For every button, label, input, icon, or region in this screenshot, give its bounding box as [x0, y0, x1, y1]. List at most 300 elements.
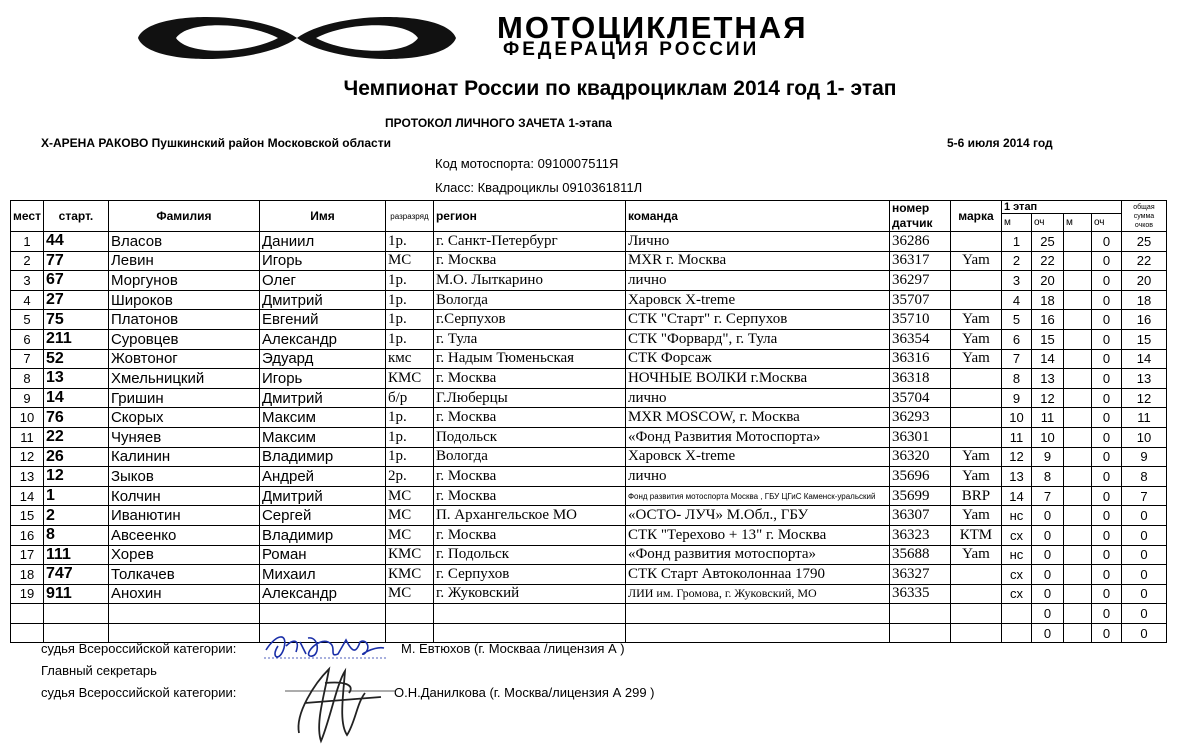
- row-stage-place: 11: [1001, 427, 1031, 447]
- row-stage-place-2: [1063, 506, 1091, 526]
- row-start-number: 76: [43, 408, 108, 428]
- row-brand: BRP: [950, 486, 1001, 506]
- row-sensor: 36297: [889, 271, 950, 291]
- row-stage-points-2: 0: [1091, 427, 1121, 447]
- row-region: Вологда: [433, 290, 625, 310]
- row-name: Игорь: [259, 251, 385, 271]
- table-row: [11, 251, 1167, 271]
- row-surname: Анохин: [108, 584, 259, 604]
- row-stage-place-2: [1063, 310, 1091, 330]
- row-total: 11: [1121, 408, 1166, 428]
- col-stage: 1 этап: [1001, 201, 1121, 214]
- row-stage-place: 12: [1001, 447, 1031, 467]
- table-row: [11, 349, 1167, 369]
- row-name: Даниил: [259, 232, 385, 252]
- row-team: лично: [625, 271, 889, 291]
- row-stage-points: 0: [1031, 584, 1063, 604]
- row-place: 7: [11, 349, 44, 369]
- row-stage-points: 13: [1031, 369, 1063, 389]
- row-sensor: 36320: [889, 447, 950, 467]
- judge1-label: судья Всероссийской категории:: [41, 641, 237, 656]
- row-surname: Иванютин: [108, 506, 259, 526]
- row-start-number: 1: [43, 486, 108, 506]
- table-row: [11, 369, 1167, 389]
- table-row: [11, 271, 1167, 291]
- row-region: г. Москва: [433, 525, 625, 545]
- row-team: [625, 604, 889, 624]
- results-table: [10, 200, 1167, 643]
- row-rank: КМС: [385, 369, 433, 389]
- row-region: г. Жуковский: [433, 584, 625, 604]
- row-brand: Yam: [950, 310, 1001, 330]
- row-place: 6: [11, 329, 44, 349]
- row-surname: Зыков: [108, 467, 259, 487]
- row-sensor: 35688: [889, 545, 950, 565]
- table-row: [11, 467, 1167, 487]
- row-stage-place: 1: [1001, 232, 1031, 252]
- row-start-number: 77: [43, 251, 108, 271]
- row-stage-place-2: [1063, 467, 1091, 487]
- row-start-number: 8: [43, 525, 108, 545]
- judge2-name: О.Н.Данилкова (г. Москва/лицензия А 299 ): [394, 685, 655, 700]
- row-name: Максим: [259, 427, 385, 447]
- row-stage-place-2: [1063, 525, 1091, 545]
- row-stage-place: нс: [1001, 545, 1031, 565]
- row-region: [433, 604, 625, 624]
- row-region: П. Архангельское МО: [433, 506, 625, 526]
- row-stage-points: 0: [1031, 525, 1063, 545]
- row-place: [11, 623, 44, 643]
- row-name: Олег: [259, 271, 385, 291]
- row-name: Владимир: [259, 447, 385, 467]
- col-name: Имя: [259, 201, 385, 232]
- row-place: 14: [11, 486, 44, 506]
- row-stage-points: 14: [1031, 349, 1063, 369]
- row-stage-points-2: 0: [1091, 232, 1121, 252]
- class-label: Класс: Квадроциклы 0910361811Л: [435, 180, 643, 195]
- row-stage-place-2: [1063, 408, 1091, 428]
- row-rank: МС: [385, 506, 433, 526]
- row-team: MXR MOSCOW, г. Москва: [625, 408, 889, 428]
- row-total: 0: [1121, 506, 1166, 526]
- table-row: [11, 427, 1167, 447]
- row-team: СТК Форсаж: [625, 349, 889, 369]
- row-rank: 2р.: [385, 467, 433, 487]
- row-brand: КТМ: [950, 525, 1001, 545]
- row-region: г. Санкт-Петербург: [433, 232, 625, 252]
- row-surname: Левин: [108, 251, 259, 271]
- row-team: ЛИИ им. Громова, г. Жуковский, МО: [625, 584, 889, 604]
- row-total: 0: [1121, 584, 1166, 604]
- col-total: [1121, 201, 1166, 232]
- row-name: Михаил: [259, 565, 385, 585]
- row-stage-place-2: [1063, 447, 1091, 467]
- row-stage-place-2: [1063, 349, 1091, 369]
- row-surname: Жовтоног: [108, 349, 259, 369]
- row-brand: [950, 604, 1001, 624]
- row-stage-place: 10: [1001, 408, 1031, 428]
- row-name: Роман: [259, 545, 385, 565]
- row-total: 10: [1121, 427, 1166, 447]
- row-rank: 1р.: [385, 310, 433, 330]
- row-stage-points-2: 0: [1091, 506, 1121, 526]
- row-brand: Yam: [950, 545, 1001, 565]
- row-name: Евгений: [259, 310, 385, 330]
- row-stage-points-2: 0: [1091, 584, 1121, 604]
- row-name: Сергей: [259, 506, 385, 526]
- row-team: MXR г. Москва: [625, 251, 889, 271]
- row-rank: [385, 604, 433, 624]
- row-total: 0: [1121, 525, 1166, 545]
- row-brand: Yam: [950, 447, 1001, 467]
- row-rank: 1р.: [385, 271, 433, 291]
- row-name: Дмитрий: [259, 388, 385, 408]
- row-stage-points-2: 0: [1091, 251, 1121, 271]
- col-sensor-top: номер: [891, 201, 930, 215]
- row-surname: [108, 604, 259, 624]
- row-stage-place-2: [1063, 290, 1091, 310]
- row-rank: МС: [385, 486, 433, 506]
- row-rank: 1р.: [385, 447, 433, 467]
- row-brand: [950, 623, 1001, 643]
- row-surname: Платонов: [108, 310, 259, 330]
- row-team: СТК "Форвард", г. Тула: [625, 329, 889, 349]
- row-stage-place: нс: [1001, 506, 1031, 526]
- row-brand: Yam: [950, 329, 1001, 349]
- row-brand: [950, 408, 1001, 428]
- row-place: 9: [11, 388, 44, 408]
- row-total: 7: [1121, 486, 1166, 506]
- row-stage-points: 0: [1031, 545, 1063, 565]
- col-m2: м: [1063, 214, 1091, 232]
- row-name: Александр: [259, 329, 385, 349]
- table-row: [11, 388, 1167, 408]
- row-rank: 1р.: [385, 329, 433, 349]
- row-place: [11, 604, 44, 624]
- judge2-label: судья Всероссийской категории:: [41, 685, 237, 700]
- row-region: Г.Люберцы: [433, 388, 625, 408]
- row-stage-points-2: 0: [1091, 369, 1121, 389]
- row-brand: [950, 290, 1001, 310]
- document-subtitle: ПРОТОКОЛ ЛИЧНОГО ЗАЧЕТА 1-этапа: [385, 116, 612, 130]
- col-sensor-bottom: датчик: [891, 216, 933, 230]
- row-brand: [950, 584, 1001, 604]
- row-team: «Фонд развития мотоспорта»: [625, 545, 889, 565]
- row-rank: МС: [385, 525, 433, 545]
- row-stage-points-2: 0: [1091, 271, 1121, 291]
- row-sensor: 36293: [889, 408, 950, 428]
- row-stage-place: 14: [1001, 486, 1031, 506]
- col-region: регион: [433, 201, 625, 232]
- row-stage-place-2: [1063, 623, 1091, 643]
- row-team: Харовск X-treme: [625, 447, 889, 467]
- row-surname: Хмельницкий: [108, 369, 259, 389]
- row-stage-points: 0: [1031, 604, 1063, 624]
- row-rank: 1р.: [385, 408, 433, 428]
- row-surname: Чуняев: [108, 427, 259, 447]
- row-name: Владимир: [259, 525, 385, 545]
- row-region: г. Москва: [433, 251, 625, 271]
- row-brand: [950, 232, 1001, 252]
- row-stage-points: 7: [1031, 486, 1063, 506]
- row-surname: Калинин: [108, 447, 259, 467]
- row-place: 3: [11, 271, 44, 291]
- row-stage-place: 5: [1001, 310, 1031, 330]
- row-team: «ОСТО- ЛУЧ» М.Обл., ГБУ: [625, 506, 889, 526]
- row-sensor: 36327: [889, 565, 950, 585]
- row-surname: Скорых: [108, 408, 259, 428]
- row-brand: Yam: [950, 467, 1001, 487]
- row-stage-place: [1001, 604, 1031, 624]
- col-team: команда: [625, 201, 889, 232]
- row-total: 0: [1121, 565, 1166, 585]
- row-sensor: 36301: [889, 427, 950, 447]
- row-stage-place-2: [1063, 271, 1091, 291]
- row-surname: Гришин: [108, 388, 259, 408]
- row-stage-place: 3: [1001, 271, 1031, 291]
- row-total: 22: [1121, 251, 1166, 271]
- table-row: [11, 525, 1167, 545]
- row-stage-points-2: 0: [1091, 388, 1121, 408]
- federation-name-line1: МОТОЦИКЛЕТНАЯ: [497, 10, 808, 45]
- row-start-number: 2: [43, 506, 108, 526]
- row-brand: [950, 565, 1001, 585]
- row-stage-points-2: 0: [1091, 349, 1121, 369]
- row-stage-place: 2: [1001, 251, 1031, 271]
- row-total: 0: [1121, 545, 1166, 565]
- row-stage-points-2: 0: [1091, 408, 1121, 428]
- row-stage-points: 8: [1031, 467, 1063, 487]
- row-stage-place: 13: [1001, 467, 1031, 487]
- row-sensor: 36316: [889, 349, 950, 369]
- row-team: лично: [625, 467, 889, 487]
- row-stage-points-2: 0: [1091, 329, 1121, 349]
- row-brand: [950, 369, 1001, 389]
- table-row: [11, 545, 1167, 565]
- row-stage-place-2: [1063, 388, 1091, 408]
- row-start-number: 75: [43, 310, 108, 330]
- col-total-label: общая сумма очков: [1133, 203, 1155, 229]
- row-place: 17: [11, 545, 44, 565]
- row-stage-place: [1001, 623, 1031, 643]
- row-start-number: 911: [43, 584, 108, 604]
- row-brand: Yam: [950, 506, 1001, 526]
- row-start-number: 13: [43, 369, 108, 389]
- row-region: г. Надым Тюменьская: [433, 349, 625, 369]
- row-place: 8: [11, 369, 44, 389]
- row-sensor: 35710: [889, 310, 950, 330]
- row-sensor: 36354: [889, 329, 950, 349]
- row-stage-place: 8: [1001, 369, 1031, 389]
- row-name: Игорь: [259, 369, 385, 389]
- row-rank: КМС: [385, 565, 433, 585]
- row-rank: 1р.: [385, 290, 433, 310]
- row-stage-points: 0: [1031, 506, 1063, 526]
- row-stage-place-2: [1063, 427, 1091, 447]
- row-region: г. Тула: [433, 329, 625, 349]
- table-row: [11, 604, 1167, 624]
- table-row: [11, 506, 1167, 526]
- row-place: 15: [11, 506, 44, 526]
- row-brand: [950, 388, 1001, 408]
- row-team: СТК "Терехово + 13" г. Москва: [625, 525, 889, 545]
- row-total: 14: [1121, 349, 1166, 369]
- row-total: 13: [1121, 369, 1166, 389]
- secretary-label: Главный секретарь: [41, 663, 157, 678]
- row-region: Подольск: [433, 427, 625, 447]
- row-start-number: 52: [43, 349, 108, 369]
- row-sensor: [889, 623, 950, 643]
- table-row: [11, 486, 1167, 506]
- federation-name-line2: ФЕДЕРАЦИЯ РОССИИ: [503, 39, 760, 60]
- row-stage-place-2: [1063, 369, 1091, 389]
- col-place: мест: [11, 201, 44, 232]
- row-stage-points: 9: [1031, 447, 1063, 467]
- table-row: [11, 584, 1167, 604]
- row-start-number: 27: [43, 290, 108, 310]
- row-total: 12: [1121, 388, 1166, 408]
- row-stage-points-2: 0: [1091, 545, 1121, 565]
- row-team: «Фонд Развития Мотоспорта»: [625, 427, 889, 447]
- row-team: НОЧНЫЕ ВОЛКИ г.Москва: [625, 369, 889, 389]
- judge1-name: М. Евтюхов (г. Москваа /лицензия А ): [401, 641, 625, 656]
- row-sensor: 36323: [889, 525, 950, 545]
- row-sensor: 35704: [889, 388, 950, 408]
- row-name: Дмитрий: [259, 486, 385, 506]
- row-total: 16: [1121, 310, 1166, 330]
- row-start-number: 111: [43, 545, 108, 565]
- row-team: СТК Старт Автоколоннаа 1790: [625, 565, 889, 585]
- row-name: Дмитрий: [259, 290, 385, 310]
- row-place: 5: [11, 310, 44, 330]
- row-stage-place: сх: [1001, 565, 1031, 585]
- federation-logo: [128, 8, 466, 68]
- row-rank: б/р: [385, 388, 433, 408]
- row-sensor: [889, 604, 950, 624]
- row-start-number: 22: [43, 427, 108, 447]
- row-rank: кмс: [385, 349, 433, 369]
- row-rank: МС: [385, 584, 433, 604]
- row-region: г. Москва: [433, 486, 625, 506]
- row-sensor: 36318: [889, 369, 950, 389]
- row-sensor: 36335: [889, 584, 950, 604]
- row-sensor: 35696: [889, 467, 950, 487]
- row-brand: [950, 427, 1001, 447]
- row-brand: [950, 271, 1001, 291]
- row-team: лично: [625, 388, 889, 408]
- row-total: 25: [1121, 232, 1166, 252]
- row-stage-place-2: [1063, 604, 1091, 624]
- row-place: 13: [11, 467, 44, 487]
- row-stage-place-2: [1063, 251, 1091, 271]
- row-start-number: 44: [43, 232, 108, 252]
- row-stage-place: 7: [1001, 349, 1031, 369]
- row-region: г. Серпухов: [433, 565, 625, 585]
- row-stage-points: 11: [1031, 408, 1063, 428]
- row-total: 0: [1121, 623, 1166, 643]
- row-place: 18: [11, 565, 44, 585]
- signature-2: [285, 663, 395, 745]
- row-surname: Авсеенко: [108, 525, 259, 545]
- row-sensor: 36286: [889, 232, 950, 252]
- col-start: старт.: [43, 201, 108, 232]
- row-stage-points: 22: [1031, 251, 1063, 271]
- row-stage-place: сх: [1001, 525, 1031, 545]
- venue: Х-АРЕНА РАКОВО Пушкинский район Московской области: [41, 136, 391, 150]
- row-start-number: 12: [43, 467, 108, 487]
- row-brand: Yam: [950, 251, 1001, 271]
- row-region: г. Подольск: [433, 545, 625, 565]
- col-brand: марка: [950, 201, 1001, 232]
- row-start-number: [43, 604, 108, 624]
- table-row: [11, 290, 1167, 310]
- row-region: М.О. Лыткарино: [433, 271, 625, 291]
- row-surname: Толкачев: [108, 565, 259, 585]
- row-surname: Суровцев: [108, 329, 259, 349]
- row-total: 18: [1121, 290, 1166, 310]
- row-place: 1: [11, 232, 44, 252]
- document-title: Чемпионат России по квадроциклам 2014 год 1- этап: [343, 77, 897, 100]
- row-place: 11: [11, 427, 44, 447]
- row-region: г. Москва: [433, 369, 625, 389]
- row-region: Вологда: [433, 447, 625, 467]
- row-place: 16: [11, 525, 44, 545]
- row-region: г. Москва: [433, 408, 625, 428]
- row-rank: 1р.: [385, 232, 433, 252]
- table-row: [11, 565, 1167, 585]
- row-stage-place: 6: [1001, 329, 1031, 349]
- row-rank: МС: [385, 251, 433, 271]
- row-surname: Широков: [108, 290, 259, 310]
- row-total: 8: [1121, 467, 1166, 487]
- row-surname: Власов: [108, 232, 259, 252]
- row-stage-place-2: [1063, 565, 1091, 585]
- row-name: Максим: [259, 408, 385, 428]
- sport-code: Код мотоспорта: 0910007511Я: [435, 156, 619, 171]
- row-stage-place-2: [1063, 486, 1091, 506]
- row-stage-points-2: 0: [1091, 565, 1121, 585]
- col-pts1: оч: [1031, 214, 1063, 232]
- row-sensor: 36307: [889, 506, 950, 526]
- row-start-number: 14: [43, 388, 108, 408]
- row-stage-points-2: 0: [1091, 467, 1121, 487]
- row-total: 20: [1121, 271, 1166, 291]
- row-start-number: 747: [43, 565, 108, 585]
- row-surname: Моргунов: [108, 271, 259, 291]
- row-stage-points-2: 0: [1091, 310, 1121, 330]
- row-stage-points: 10: [1031, 427, 1063, 447]
- table-row: [11, 447, 1167, 467]
- table-row: [11, 232, 1167, 252]
- row-stage-points-2: 0: [1091, 447, 1121, 467]
- row-stage-points-2: 0: [1091, 604, 1121, 624]
- row-surname: Хорев: [108, 545, 259, 565]
- row-region: г.Серпухов: [433, 310, 625, 330]
- event-date: 5-6 июля 2014 год: [947, 136, 1053, 150]
- col-rank: разразряд: [385, 201, 433, 232]
- row-team: [625, 623, 889, 643]
- row-total: 15: [1121, 329, 1166, 349]
- row-team: Харовск X-treme: [625, 290, 889, 310]
- row-sensor: 35699: [889, 486, 950, 506]
- row-name: Эдуард: [259, 349, 385, 369]
- row-stage-points-2: 0: [1091, 525, 1121, 545]
- row-place: 4: [11, 290, 44, 310]
- row-place: 10: [11, 408, 44, 428]
- row-rank: 1р.: [385, 427, 433, 447]
- row-team: Фонд развития мотоспорта Москва , ГБУ ЦГиС Каменск-уральский: [625, 486, 889, 506]
- row-team: СТК "Старт" г. Серпухов: [625, 310, 889, 330]
